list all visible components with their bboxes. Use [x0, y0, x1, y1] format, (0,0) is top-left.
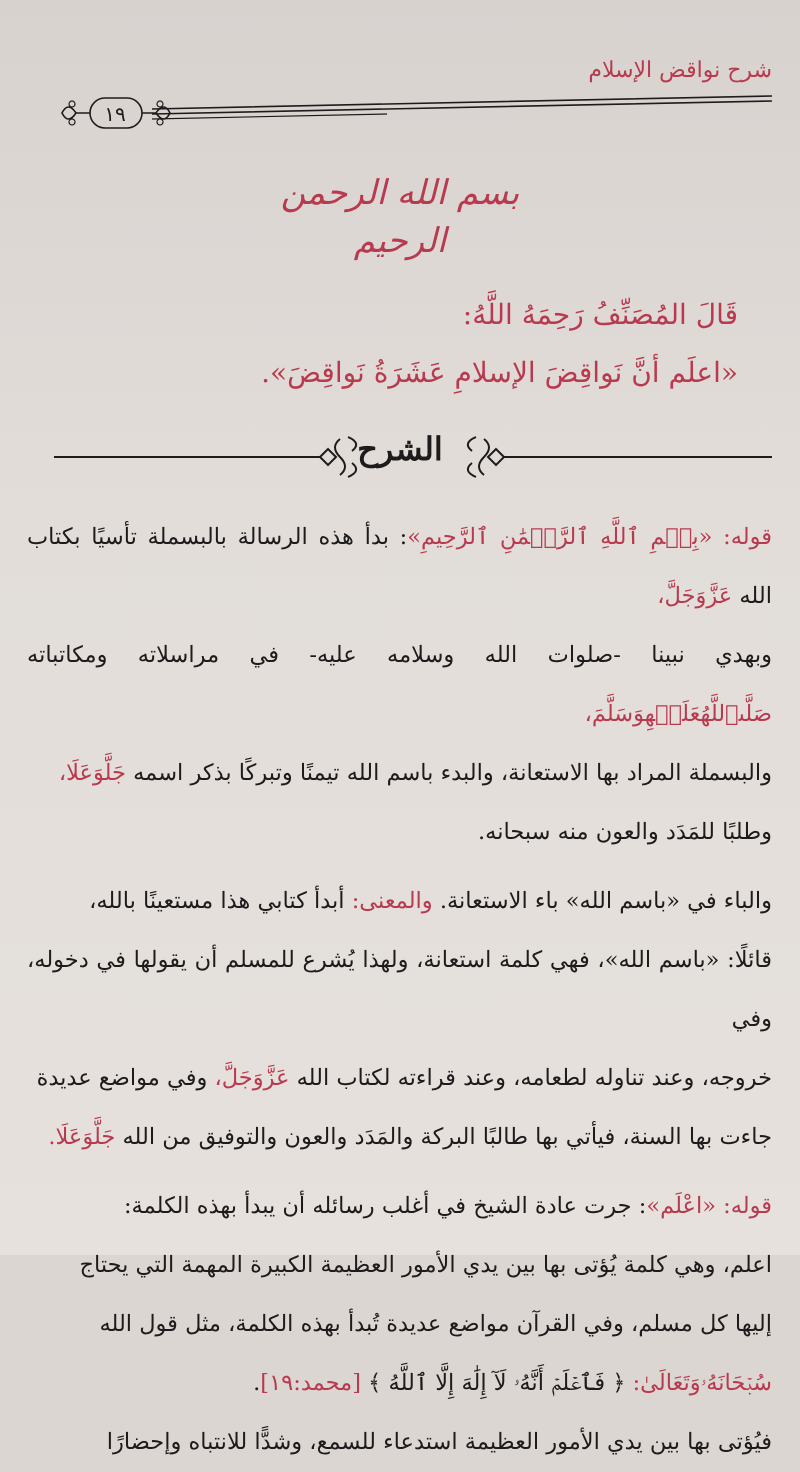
text-line: اعلم، وهي كلمة يُؤتى بها بين يدي الأمور العظيمة الكبيرة المهمة التي يحتاج [79, 1252, 772, 1278]
text-line: قوله: «بِسۡمِ ٱللَّهِ ٱلرَّحۡمَٰنِ ٱلرَّحِيمِ»: بدأ هذه الرسالة بالبسملة تأسيًا بكتاب الله عَزَّوَجَلَّ، [27, 524, 772, 609]
matn-quote: «اعلَم أنَّ نَواقِضَ الإسلامِ عَشَرَةُ نَواقِضَ». [261, 356, 738, 389]
text-line: قوله: «اعْلَم»: جرت عادة الشيخ في أغلب رسائله أن يبدأ بهذه الكلمة: [123, 1193, 772, 1219]
commentary-body [27, 508, 772, 1472]
right-flourish-icon [468, 437, 504, 477]
text-line: إليها كل مسلم، وفي القرآن مواضع عديدة تُبدأ بهذه الكلمة، مثل قول الله [99, 1311, 772, 1337]
text-line: جاءت بها السنة، فيأتي بها طالبًا البركة والمَدَد والعون والتوفيق من الله جَلَّوَعَلَا. [48, 1124, 772, 1150]
text-line: وبهدي نبينا -صلوات الله وسلامه عليه- في مراسلاته ومكاتباته صَلَّىٱللَّهُعَلَيۡهِوَسَلَّمَ، [27, 642, 772, 727]
text-line: وطلبًا للمَدَد والعون منه سبحانه. [478, 819, 772, 845]
text-line: والبسملة المراد بها الاستعانة، والبدء باسم الله تيمنًا وتبركًا بذكر اسمه جَلَّوَعَلَا، [58, 760, 772, 786]
running-title: شرح نواقض الإسلام [588, 58, 772, 83]
text-line: والباء في «باسم الله» باء الاستعانة. والمعنى: أبدأ كتابي هذا مستعينًا بالله، [89, 888, 772, 914]
section-title: الشرح [357, 430, 443, 468]
author-intro: قَالَ المُصَنِّفُ رَحِمَهُ اللَّهُ: [462, 298, 738, 331]
text-line: قائلًا: «باسم الله»، فهي كلمة استعانة، ولهذا يُشرع للمسلم أن يقولها في دخوله، وفي [27, 947, 772, 1032]
text-line: فيُؤتى بها بين يدي الأمور العظيمة استدعاء للسمع، وشدًّا للانتباه وإحضارًا [106, 1429, 772, 1455]
basmala-heading: بسم الله الرحمن الرحيم [280, 173, 520, 261]
page-number: ١٩ [104, 102, 126, 126]
text-line: سُبۡحَانَهُۥوَتَعَالَىٰ: ﴿ فَٱعۡلَمۡ أَنَّهُۥ لَآ إِلَٰهَ إِلَّا ٱللَّهُ ﴾ [محمد:١٩]. [253, 1370, 772, 1396]
text-line: خروجه، وعند تناوله لطعامه، وعند قراءته لكتاب الله عَزَّوَجَلَّ، وفي مواضع عديدة [36, 1065, 772, 1091]
header-ornament-rule [52, 90, 777, 136]
